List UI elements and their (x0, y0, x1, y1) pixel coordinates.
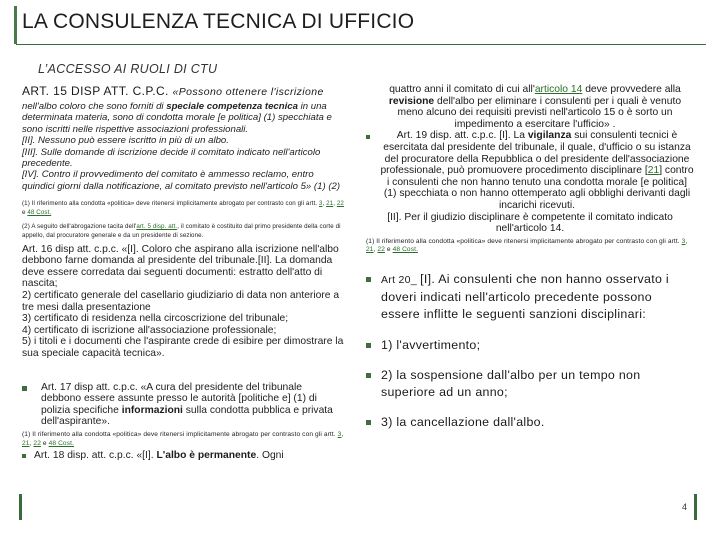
page-title: LA CONSULENZA TECNICA DI UFFICIO (22, 10, 415, 33)
bullet-marker (22, 386, 27, 391)
footnote-link-art22[interactable]: 22 (336, 200, 344, 208)
art19-pre: Art. 19 disp. att. c.p.c. [I]. La (396, 130, 528, 142)
art20-lead: Art 20_ (381, 273, 421, 286)
art18-cont-rest: dell'albo per eliminare i consulenti per i quali è venuto meno alcuno dei requisiti previsti nell'articolo 15 o è sorto un impedimento a esercitare l'ufficio» . (397, 95, 682, 130)
footnote-3-text: (1) Il riferimento alla condotta «politica» deve ritenersi implicitamente abrogato per contrasto con gli artt. (22, 430, 338, 438)
art15-heading (22, 84, 344, 98)
art18-bold: L'albo è permanente (156, 450, 257, 462)
footnote-1: (1) Il riferimento alla condotta «politica» deve ritenersi implicitamente abrogato per contrasto con gli artt. 3, 21, 22 e 48 Cost. (22, 200, 344, 216)
art17-pre: Art. 17 disp att. c.p.c. «A cura del presidente del tribunale debbono essere assunte presso le autorità [politiche e] (1) di polizia specifiche (41, 381, 317, 416)
page-number: 4 (682, 502, 688, 512)
footnote-1-text: (1) Il riferimento alla condotta «politica» deve ritenersi implicitamente abrogato per contrasto con gli artt. (22, 200, 319, 208)
art16-item-2: 2) certificato generale del casellario giudiziario di data non anteriore a tre mesi dalla presentazione (22, 290, 340, 313)
art18-cont-bold: revisione (388, 95, 435, 107)
art17-bullet (22, 382, 344, 428)
link-articolo-14[interactable]: articolo 14 (534, 84, 583, 95)
sanction-2-text: 2) la sospensione dall'albo per un tempo non superiore ad un anno; (381, 367, 641, 399)
sanction-item-3 (366, 414, 694, 431)
footnote-link-art48[interactable]: 48 Cost. (27, 208, 52, 216)
footnote-link-art3[interactable]: 3 (318, 200, 323, 208)
footnote-2-text: (2) A seguito dell'abrogazione tacita dell' (22, 223, 137, 231)
art18-pre: Art. 18 disp. att. c.p.c. «[I]. (34, 450, 157, 462)
bullet-marker (366, 343, 371, 348)
footnote-2 (22, 223, 344, 240)
title-divider (16, 44, 706, 45)
sanction-item-1 (366, 337, 694, 354)
title-accent-bar (14, 6, 17, 44)
art15-p1-rest: in una determinata materia, sono di condotta morale [e politica] (1) specchiata e sono iscritti nelle rispettive associazioni professionali. (22, 101, 332, 135)
footnote-3-and: e (40, 439, 49, 447)
art15-quote-start: «Possono ottenere l'iscrizione (172, 86, 324, 98)
art15-paragraph-2: [II]. Nessuno può essere iscritto in più di un albo. (22, 135, 229, 147)
art19-paragraph-2: [II]. Per il giudizio disciplinare è competente il comitato indicato nell'articolo 14. (387, 211, 673, 235)
art17-rest: sulla condotta pubblica e privata dell'aspirante». (41, 404, 333, 428)
art16-paragraph: Art. 16 disp att. c.p.c. «[I]. Coloro che aspirano alla iscrizione nell'albo debbono farne domanda al presidente del tribunale.[II]. La domanda deve essere corredata dai seguenti documenti: estratto dell'atto di nascita; (22, 243, 339, 290)
footnote3-link-art3[interactable]: 3 (337, 430, 342, 438)
footnote-r-link-art21[interactable]: 21 (366, 246, 374, 254)
art18-text (34, 450, 284, 462)
art15-paragraph-1 (22, 101, 344, 135)
art15-paragraph-3: [III]. Sulle domande di iscrizione decide il comitato indicato nell'articolo precedente. (22, 146, 321, 170)
art16-item-3: 3) certificato di residenza nella circoscrizione del tribunale; (22, 313, 289, 325)
art20-bullet (366, 271, 694, 323)
page-subtitle: L’ACCESSO AI RUOLI DI CTU (38, 62, 218, 76)
art15-lead: ART. 15 DISP ATT. C.P.C. (22, 84, 173, 98)
right-column (366, 84, 694, 431)
art17-text (41, 382, 344, 428)
footnote-r-link-art48[interactable]: 48 Cost. (392, 246, 418, 254)
footnote-2-rest: , il comitato è costituito dal primo presidente della corte di appello, dal procuratore generale e da un presidente di sezione. (22, 223, 341, 240)
art19-bullet (366, 130, 694, 211)
link-art-21[interactable]: 21 (647, 165, 660, 177)
bullet-marker (366, 420, 371, 425)
art18-cont-mid: deve provvedere alla (582, 84, 681, 95)
sanction-1-text: 1) l'avvertimento; (381, 337, 481, 352)
art18-rest: . Ogni (256, 450, 284, 462)
footnote-link-art5[interactable]: art. 5 disp. att. (136, 223, 178, 231)
footnote-1-and: e (22, 208, 28, 216)
footnote-link-art21[interactable]: 21 (326, 200, 334, 208)
art18-cont-pre: quattro anni il comitato di cui all' (389, 84, 535, 95)
art15-p1-bold: speciale competenza tecnica (166, 101, 298, 112)
art18-continuation (366, 84, 694, 130)
art18-bullet (22, 450, 344, 462)
left-column (22, 84, 344, 462)
footer-left-mark (19, 494, 22, 520)
art16-item-4: 4) certificato di iscrizione all'associazione professionale; (22, 324, 277, 336)
footnote3-link-art48[interactable]: 48 Cost. (48, 439, 74, 447)
footnote3-link-art22[interactable]: 22 (33, 439, 41, 447)
art19-rest: ] contro i consulenti che non hanno tenuto una condotta morale [e politica] (1) specchiata o non hanno ottemperato agli obblighi derivanti dagli incarichi ricevuti. (383, 165, 694, 211)
art16-item-5: 5) i titoli e i documenti che l'aspirante crede di esibire per dimostrare la sua speciale capacità tecnica». (22, 336, 344, 359)
footnote-r-link-art3[interactable]: 3 (681, 237, 686, 245)
footer-right-bar (694, 494, 697, 520)
art15-paragraph-4: [IV]. Contro il provvedimento del comitato è ammesso reclamo, entro quindici giorni dalla notificazione, al comitato previsto nell'articolo 5» (1) (2) (22, 169, 341, 192)
footnote-right-and: e (384, 246, 393, 254)
footnote-right: (1) Il riferimento alla condotta «politica» deve ritenersi implicitamente abrogato per contrasto con gli artt. 3, 21, 22 e 48 Cost. (366, 237, 688, 254)
footnote-3: (1) Il riferimento alla condotta «politica» deve ritenersi implicitamente abrogato per contrasto con gli artt. 3, 21, 22 e 48 Cost. (22, 430, 344, 447)
sanction-item-2 (366, 367, 694, 401)
bullet-marker (366, 135, 370, 139)
art19-text (380, 130, 694, 211)
sanction-3-text: 3) la cancellazione dall'albo. (381, 414, 545, 429)
art19-bold: vigilanza (527, 130, 572, 142)
footnote3-link-art21[interactable]: 21 (22, 439, 30, 447)
art20-body: [I]. Ai consulenti che non hanno osservato i doveri indicati nell'articolo precedente possono essere inflitte le seguenti sanzioni disciplinari: (381, 271, 669, 321)
bullet-marker (366, 277, 371, 282)
footnote-r-link-art22[interactable]: 22 (377, 246, 385, 254)
art15-p1-text: nell'albo coloro che sono forniti di (22, 101, 167, 112)
bullet-marker (22, 454, 26, 458)
bullet-marker (366, 373, 371, 378)
art19-mid: sui consulenti tecnici è esercitata dal presidente del tribunale, il quale, d'ufficio o su istanza del procuratore della Repubblica o del presidente dell'associazione professionale, può promuovere procedimento disciplinare [ (380, 130, 691, 177)
art17-bold: informazioni (121, 404, 183, 416)
footnote-right-text: (1) Il riferimento alla condotta «politica» deve ritenersi implicitamente abrogato per contrasto con gli artt. (366, 237, 682, 245)
art20-text (381, 271, 694, 323)
